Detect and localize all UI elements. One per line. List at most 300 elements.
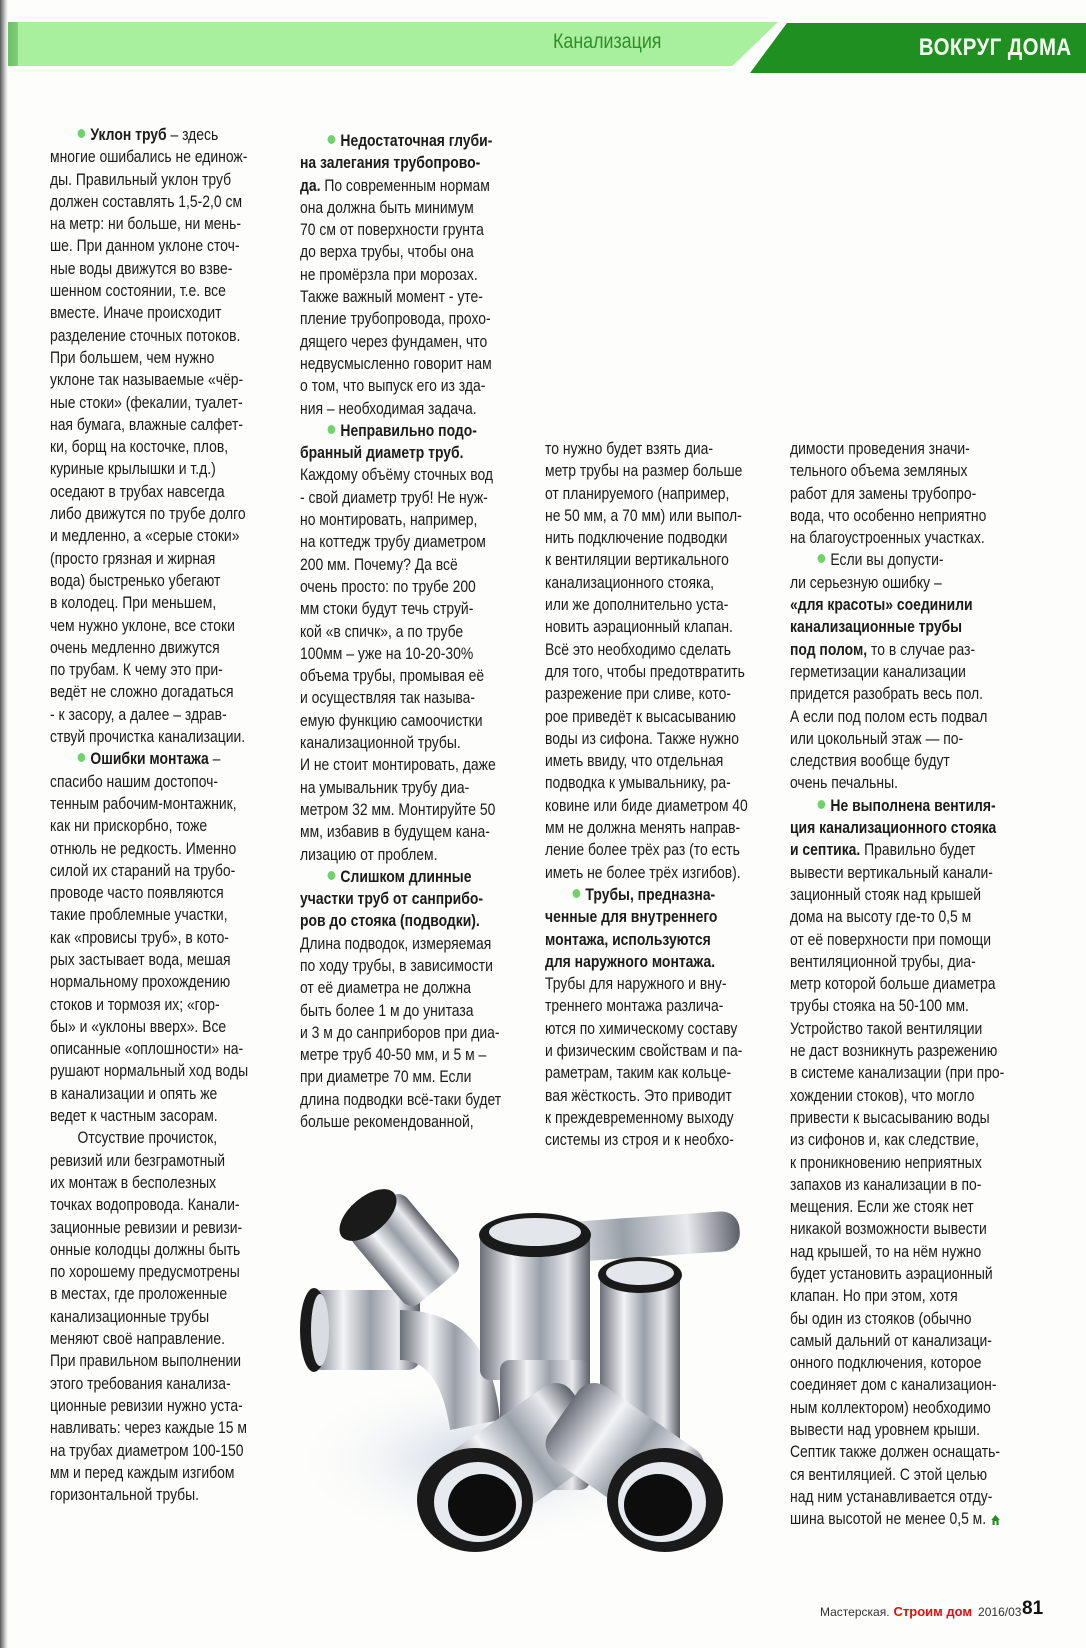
body-text: на умывальник трубу диа-: [300, 778, 470, 797]
text-line: [545, 483, 756, 505]
body-text: куриные крылышки и т.д.): [50, 460, 216, 479]
text-line: [50, 570, 261, 592]
text-line: [300, 1066, 511, 1088]
body-text: и медленно, а «серые стоки»: [50, 527, 240, 546]
body-text: привести к высасыванию воды: [790, 1108, 990, 1127]
body-text: Отсуствие прочисток,: [77, 1129, 218, 1148]
body-text: или цокольный этаж — по-: [790, 729, 964, 748]
text-line: [300, 398, 511, 420]
bullet-icon: [328, 425, 336, 434]
text-line: [50, 659, 261, 681]
body-text: над крышей, то на нём нужно: [790, 1242, 982, 1261]
text-line: [50, 1217, 261, 1239]
body-text: мм и перед каждым изгибом: [50, 1463, 235, 1482]
bullet-icon: [818, 554, 826, 563]
text-line: [300, 844, 511, 866]
text-line: [790, 1441, 1001, 1463]
body-text: недвусмысленно говорит нам: [300, 354, 492, 373]
bold-heading-text: участки труб от санприбо-: [300, 890, 483, 909]
text-line: [300, 933, 511, 955]
text-line: [790, 750, 1001, 772]
text-line: [50, 1283, 261, 1305]
body-text: шина высотой не менее 0,5 м.: [790, 1510, 987, 1529]
text-line: [545, 750, 756, 772]
body-text: больше рекомендованной,: [300, 1113, 474, 1132]
text-line: [790, 572, 1001, 594]
text-line: [790, 1107, 1001, 1129]
text-line: [545, 616, 756, 638]
text-line: [50, 838, 261, 860]
text-line: [300, 576, 511, 598]
body-text: стоков и тормозя их; «гор-: [50, 995, 220, 1014]
body-text: метр которой больше диаметра: [790, 975, 996, 994]
text-line: [50, 392, 261, 414]
text-line: [790, 929, 1001, 951]
text-line: [50, 525, 261, 547]
text-line: [300, 1022, 511, 1044]
bold-heading-text: Неправильно подо-: [340, 421, 477, 440]
bold-heading-text: канализационные трубы: [790, 618, 963, 637]
text-line: [300, 643, 511, 665]
text-line: [790, 906, 1001, 928]
body-text: рое приведёт к высасыванию: [545, 707, 736, 726]
text-line: [790, 505, 1001, 527]
text-line: [50, 1484, 261, 1506]
text-line: [50, 1261, 261, 1283]
text-line: [790, 639, 1001, 661]
body-text: зационные ревизии и ревизи-: [50, 1218, 243, 1237]
text-line: [50, 258, 261, 280]
body-text: от её поверхности при помощи: [790, 930, 992, 949]
body-text: на метр: ни больше, ни мень-: [50, 215, 242, 234]
text-line: [790, 1152, 1001, 1174]
text-line: [50, 1239, 261, 1261]
body-text: вентиляционной трубы, диа-: [790, 952, 976, 971]
body-text: Каждому объёму сточных вод: [300, 466, 494, 485]
text-line: [790, 1508, 1001, 1530]
body-text: пление трубопровода, прохо-: [300, 310, 491, 329]
body-text: ционные ревизии нужно уста-: [50, 1396, 243, 1415]
text-line: [50, 1038, 261, 1060]
text-line: [300, 130, 511, 152]
body-text: в местах, где проложенные: [50, 1285, 228, 1304]
body-text: (просто грязная и жирная: [50, 549, 216, 568]
bold-heading-text: ция канализационного стояка: [790, 819, 997, 838]
body-text: вая жёсткость. Это приводит: [545, 1086, 732, 1105]
bold-heading-text: монтажа, используются: [545, 930, 711, 949]
body-text: герметизации канализации: [790, 662, 966, 681]
body-text: не 50 мм, а 70 мм) или выпол-: [545, 506, 742, 525]
pipe-siphon-photo: [300, 1180, 760, 1560]
text-line: [50, 1127, 261, 1149]
body-text: ковине или биде диаметром 40: [545, 796, 748, 815]
end-of-article-house-icon: [991, 1515, 1000, 1525]
body-text: при диаметре 70 мм. Если: [300, 1068, 472, 1087]
bold-heading-text: Уклон труб: [90, 126, 167, 144]
text-line: [50, 325, 261, 347]
body-text: При большем, чем нужно: [50, 348, 215, 367]
body-text: – здесь: [166, 126, 219, 144]
body-text: емую функцию самоочистки: [300, 711, 483, 730]
text-line: [790, 549, 1001, 571]
bold-heading-text: Ошибки монтажа: [90, 750, 209, 769]
body-text: уклоне так называемые «чёр-: [50, 371, 244, 390]
body-text: такие проблемные участки,: [50, 906, 228, 925]
body-text: и 3 м до санприборов при диа-: [300, 1023, 500, 1042]
body-text: проводе часто появляются: [50, 884, 224, 903]
body-text: шенном состоянии, т.е. все: [50, 282, 226, 301]
bold-heading-text: Не выполнена вентиля-: [830, 796, 996, 815]
text-line: [300, 197, 511, 219]
text-line: [545, 995, 756, 1017]
body-text: И не стоит монтировать, даже: [300, 756, 496, 775]
text-line: [50, 971, 261, 993]
body-text: в системе канализации (при про-: [790, 1064, 1005, 1083]
text-line: [545, 1040, 756, 1062]
text-line: [790, 1241, 1001, 1263]
body-text: она должна быть минимум: [300, 198, 474, 217]
body-text: Также важный момент - уте-: [300, 288, 483, 307]
body-text: работ для замены трубопро-: [790, 484, 977, 503]
text-line: [50, 458, 261, 480]
text-line: [50, 481, 261, 503]
text-line: [545, 1129, 756, 1151]
text-line: [790, 1040, 1001, 1062]
body-text: иметь ввиду, что отдельная: [545, 752, 724, 771]
body-text: длина подводки всё-таки будет: [300, 1090, 502, 1109]
text-line: [300, 888, 511, 910]
text-line: [790, 1285, 1001, 1307]
article-column-3: [545, 438, 790, 1152]
text-line: [790, 1419, 1001, 1441]
body-text: Если вы допусти-: [830, 551, 944, 570]
body-text: как «провисы труб», в кото-: [50, 928, 229, 947]
text-line: [50, 815, 261, 837]
body-text: о том, что выпуск его из зда-: [300, 377, 486, 396]
text-line: [50, 1083, 261, 1105]
text-line: [50, 748, 261, 770]
text-line: [545, 460, 756, 482]
body-text: мм, избавив в будущем кана-: [300, 823, 490, 842]
bullet-icon: [78, 753, 86, 762]
text-line: [50, 1440, 261, 1462]
body-text: к вентиляции вертикального: [545, 551, 729, 570]
text-line: [50, 280, 261, 302]
body-text: точках водопровода. Канали-: [50, 1196, 240, 1215]
body-text: онные колодцы должны быть: [50, 1240, 241, 1259]
text-line: [790, 1397, 1001, 1419]
text-line: [790, 683, 1001, 705]
text-line: [545, 1085, 756, 1107]
body-text: ли серьезную ошибку –: [790, 573, 942, 592]
body-text: многие ошибались не единож-: [50, 148, 248, 167]
body-text: в канализации и опять же: [50, 1084, 218, 1103]
body-text: должен составлять 1,5-2,0 см: [50, 192, 243, 211]
page-number: 81: [1022, 1598, 1044, 1619]
text-line: [50, 1328, 261, 1350]
body-text: Устройство такой вентиляции: [790, 1019, 983, 1038]
body-text: над ним устанавливается отду-: [790, 1487, 993, 1506]
body-text: ды. Правильный уклон труб: [50, 170, 232, 189]
body-text: При правильном выполнении: [50, 1352, 242, 1371]
body-text: ведёт не сложно догадаться: [50, 683, 234, 702]
text-line: [300, 175, 511, 197]
section-title: Канализация: [553, 30, 662, 53]
body-text: на трубах диаметром 100-150: [50, 1441, 244, 1460]
text-line: [300, 264, 511, 286]
text-line: [50, 1060, 261, 1082]
text-line: [300, 286, 511, 308]
body-text: от планируемого (например,: [545, 484, 730, 503]
text-line: [300, 1000, 511, 1022]
text-line: [50, 1016, 261, 1038]
body-text: разрежение при сливе, кото-: [545, 685, 731, 704]
text-line: [50, 1105, 261, 1127]
body-text: иметь не более трёх изгибов).: [545, 863, 741, 882]
text-line: [50, 592, 261, 614]
text-line: [545, 973, 756, 995]
body-text: очень медленно движутся: [50, 638, 220, 657]
text-line: [50, 1306, 261, 1328]
body-text: отнюль не редкость. Именно: [50, 839, 237, 858]
text-line: [50, 503, 261, 525]
body-text: ная бумага, влажные салфет-: [50, 415, 244, 434]
body-text: ные воды движутся во взве-: [50, 259, 233, 278]
text-line: [50, 637, 261, 659]
text-line: [545, 639, 756, 661]
body-text: от её диаметра не должна: [300, 979, 471, 998]
text-line: [790, 995, 1001, 1017]
bullet-icon: [573, 889, 581, 898]
body-text: на коттедж трубу диаметром: [300, 533, 486, 552]
text-line: [790, 951, 1001, 973]
body-text: вода) быстренько убегают: [50, 571, 221, 590]
body-text: оседают в трубах навсегда: [50, 482, 225, 501]
body-text: ные стоки» (фекалии, туалет-: [50, 393, 243, 412]
body-text: к проникновению неприятных: [790, 1153, 982, 1172]
body-text: новить аэрационный клапан.: [545, 618, 733, 637]
text-line: [790, 1129, 1001, 1151]
body-text: ствуй прочистка канализации.: [50, 728, 246, 747]
body-text: но монтировать, например,: [300, 511, 478, 530]
text-line: [50, 793, 261, 815]
text-line: [300, 531, 511, 553]
text-line: [50, 302, 261, 324]
body-text: до верха трубы, чтобы она: [300, 243, 474, 262]
body-text: раметрам, таким как кольце-: [545, 1064, 732, 1083]
bold-heading-text: Трубы, предназна-: [585, 885, 716, 904]
body-text: никакой возможности вывести: [790, 1220, 987, 1239]
magazine-name: Строим дом: [893, 1604, 973, 1619]
body-text: бы один из стояков (обычно: [790, 1309, 972, 1328]
text-line: [50, 1417, 261, 1439]
text-line: [50, 191, 261, 213]
body-text: ки, борщ на косточке, плов,: [50, 438, 229, 457]
text-line: [300, 509, 511, 531]
chrome-siphon-illustration: [300, 1180, 760, 1560]
text-line: [300, 665, 511, 687]
body-text: Трубы для наружного и вну-: [545, 975, 727, 994]
body-text: придется разобрать весь пол.: [790, 685, 984, 704]
text-line: [300, 910, 511, 932]
text-line: [50, 436, 261, 458]
text-line: [545, 772, 756, 794]
text-line: [790, 460, 1001, 482]
footer-section: Мастерская.: [820, 1605, 890, 1619]
body-text: и физическим свойствам и па-: [545, 1042, 743, 1061]
body-text: рых застывает вода, мешая: [50, 950, 231, 969]
body-text: клапан. Но при этом, хотя: [790, 1287, 958, 1306]
body-text: мм стоки будут течь струй-: [300, 600, 474, 619]
body-text: ше. При данном уклоне сточ-: [50, 237, 240, 256]
text-line: [790, 772, 1001, 794]
text-line: [300, 152, 511, 174]
text-line: [545, 862, 756, 884]
body-text: Септик также должен оснащать-: [790, 1443, 1001, 1462]
text-line: [300, 732, 511, 754]
body-text: По современным нормам: [320, 176, 490, 195]
text-line: [50, 615, 261, 637]
text-line: [300, 866, 511, 888]
text-line: [790, 973, 1001, 995]
body-text: мм не должна менять направ-: [545, 819, 741, 838]
body-text: канализационного стояка,: [545, 573, 715, 592]
body-text: ния – необходимая задача.: [300, 399, 477, 418]
text-line: [545, 728, 756, 750]
text-line: [790, 594, 1001, 616]
body-text: то в случае раз-: [867, 640, 976, 659]
body-text: 70 см от поверхности грунта: [300, 221, 484, 240]
text-line: [50, 927, 261, 949]
body-text: кой «в спичк», а по трубе: [300, 622, 464, 641]
text-line: [790, 527, 1001, 549]
body-text: то нужно будет взять диа-: [545, 440, 713, 458]
text-line: [545, 795, 756, 817]
body-text: ведет к частным засорам.: [50, 1107, 218, 1126]
body-text: меняют своё направление.: [50, 1330, 225, 1349]
text-line: [545, 594, 756, 616]
body-text: их монтаж в бесполезных: [50, 1173, 217, 1192]
text-line: [545, 1018, 756, 1040]
text-line: [300, 621, 511, 643]
text-line: [545, 929, 756, 951]
body-text: бы» и «уклоны вверх». Все: [50, 1017, 227, 1036]
text-line: [50, 347, 261, 369]
text-line: [50, 726, 261, 748]
body-text: лизацию от проблем.: [300, 845, 438, 864]
body-text: из сифонов и, как следствие,: [790, 1131, 980, 1150]
bullet-icon: [328, 871, 336, 880]
text-line: [300, 353, 511, 375]
body-text: горизонтальной трубы.: [50, 1486, 200, 1505]
text-line: [790, 862, 1001, 884]
body-text: канализационные трубы: [50, 1307, 210, 1326]
body-text: - к засору, а далее – здрав-: [50, 705, 227, 724]
text-line: [300, 687, 511, 709]
body-text: по хорошему предусмотрены: [50, 1263, 240, 1282]
text-line: [790, 438, 1001, 460]
bullet-icon: [78, 129, 86, 138]
issue-number: 2016/03: [978, 1605, 1022, 1619]
text-line: [300, 799, 511, 821]
text-line: [300, 777, 511, 799]
article-column-4: [790, 438, 1035, 1531]
text-line: [50, 771, 261, 793]
body-text: онного подключения, которое: [790, 1354, 982, 1373]
text-line: [50, 1350, 261, 1372]
text-line: [50, 681, 261, 703]
body-text: Правильно будет: [860, 841, 976, 860]
text-line: [50, 213, 261, 235]
body-text: как ни прискорбно, тоже: [50, 817, 208, 836]
text-line: [300, 955, 511, 977]
text-line: [545, 817, 756, 839]
text-line: [790, 795, 1001, 817]
body-text: не промёрзла при морозах.: [300, 265, 478, 284]
text-line: [790, 1062, 1005, 1084]
text-line: [300, 464, 511, 486]
body-text: зационный стояк над крышей: [790, 885, 982, 904]
body-text: самый дальний от канализаци-: [790, 1331, 992, 1350]
body-text: тельного объема земляных: [790, 462, 968, 481]
text-line: [50, 124, 261, 146]
text-line: [300, 821, 511, 843]
body-text: и осуществляя так называ-: [300, 689, 476, 708]
bold-heading-text: Слишком длинные: [340, 867, 472, 886]
text-line: [300, 1111, 511, 1133]
body-text: ным коллектором) необходимо: [790, 1398, 991, 1417]
text-line: [790, 1174, 1001, 1196]
body-text: - свой диаметр труб! Не нуж-: [300, 488, 488, 507]
text-line: [300, 442, 511, 464]
body-text: описанные «оплошности» на-: [50, 1040, 244, 1059]
text-line: [790, 1374, 1001, 1396]
text-line: [50, 1194, 261, 1216]
text-line: [300, 241, 511, 263]
rubric-title: ВОКРУГ ДОМА: [919, 34, 1072, 61]
body-text: канализационной трубы.: [300, 734, 461, 753]
article-column-2: [300, 130, 545, 1133]
body-text: вместе. Иначе происходит: [50, 304, 222, 323]
bold-heading-text: и септика.: [790, 841, 861, 860]
body-text: дома на высоту где-то 0,5 м: [790, 908, 972, 927]
body-text: вывести вертикальный канали-: [790, 863, 993, 882]
body-text: чем нужно уклоне, все стоки: [50, 616, 235, 635]
text-line: [300, 308, 511, 330]
body-text: хождении стоков), что могло: [790, 1086, 975, 1105]
body-text: тенным рабочим-монтажник,: [50, 794, 237, 813]
body-text: трубы стояка на 50-100 мм.: [790, 997, 969, 1016]
body-text: на благоустроенных участках.: [790, 529, 985, 548]
text-line: [545, 683, 756, 705]
body-text: вода, что особенно неприятно: [790, 506, 987, 525]
text-line: [790, 1352, 1001, 1374]
text-line: [790, 817, 1001, 839]
bold-heading-text: ченные для внутреннего: [545, 908, 718, 927]
bold-heading-text: Недостаточная глуби-: [340, 132, 493, 150]
body-text: нормальному прохождению: [50, 973, 231, 992]
body-text: запахов из канализации в по-: [790, 1175, 982, 1194]
body-text: димости проведения значи-: [790, 440, 970, 458]
body-text: дящего через фундамен, что: [300, 332, 488, 351]
bold-heading-text: ров до стояка (подводки).: [300, 912, 480, 931]
text-line: [300, 554, 511, 576]
text-line: [50, 994, 261, 1016]
text-line: [545, 572, 756, 594]
text-line: [545, 884, 756, 906]
text-line: [50, 1172, 261, 1194]
body-text: ление более трёх раз (то есть: [545, 841, 740, 860]
